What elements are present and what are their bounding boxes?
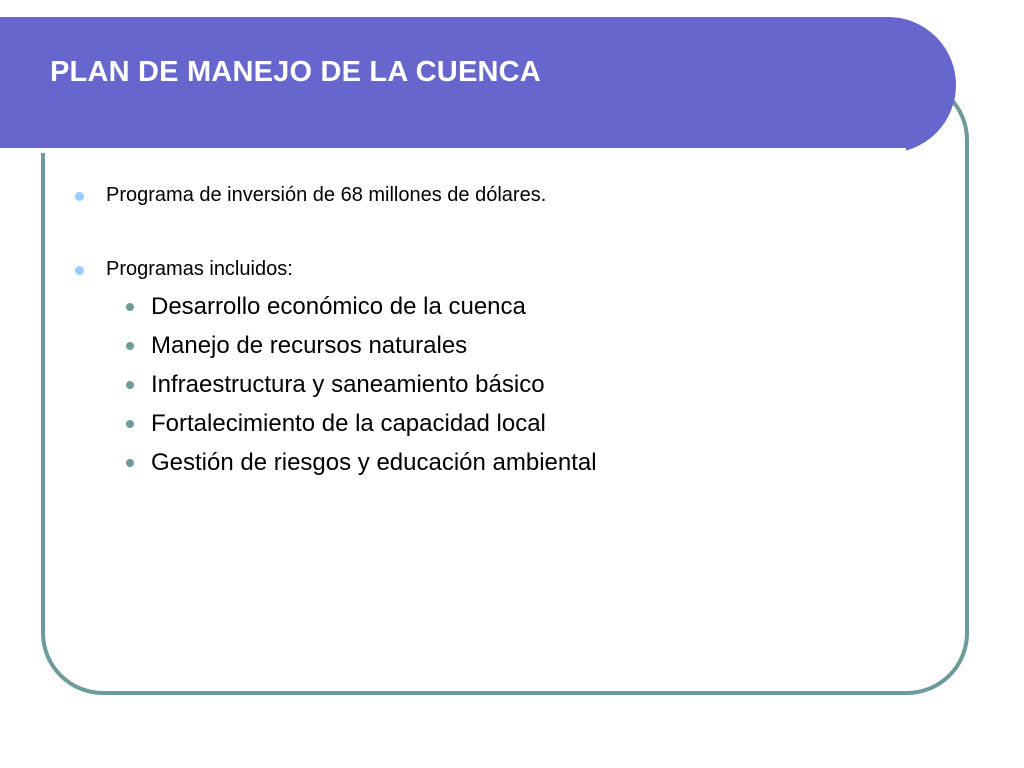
sub-bullet-text: Manejo de recursos naturales (151, 332, 468, 359)
sub-bullet-item (151, 410, 546, 438)
sub-bullet-item (151, 332, 467, 360)
sub-bullet-text: Gestión de riesgos y educación ambiental (151, 449, 597, 476)
sub-bullet-text: Desarrollo económico de la cuenca (151, 293, 526, 320)
sub-bullet-dot-icon (126, 459, 134, 467)
slide-title: PLAN DE MANEJO DE LA CUENCA (50, 56, 541, 88)
sub-bullet-dot-icon (126, 303, 134, 311)
bullet-dot-icon (75, 266, 84, 275)
sub-bullet-item (151, 449, 597, 477)
sub-bullet-dot-icon (126, 381, 134, 389)
sub-bullet-text: Infraestructura y saneamiento básico (151, 371, 545, 398)
bullet-text: Programa de inversión de 68 millones de dólares. (106, 184, 547, 206)
bullet-investment (106, 184, 546, 207)
sub-bullet-text: Fortalecimiento de la capacidad local (151, 410, 546, 437)
sub-bullet-dot-icon (126, 342, 134, 350)
bullet-programs (106, 258, 293, 281)
sub-bullet-item (151, 371, 545, 399)
bullet-text: Programas incluidos: (106, 258, 293, 280)
bullet-dot-icon (75, 192, 84, 201)
sub-bullet-dot-icon (126, 420, 134, 428)
sub-bullet-item (151, 293, 526, 321)
title-underline (0, 148, 906, 153)
